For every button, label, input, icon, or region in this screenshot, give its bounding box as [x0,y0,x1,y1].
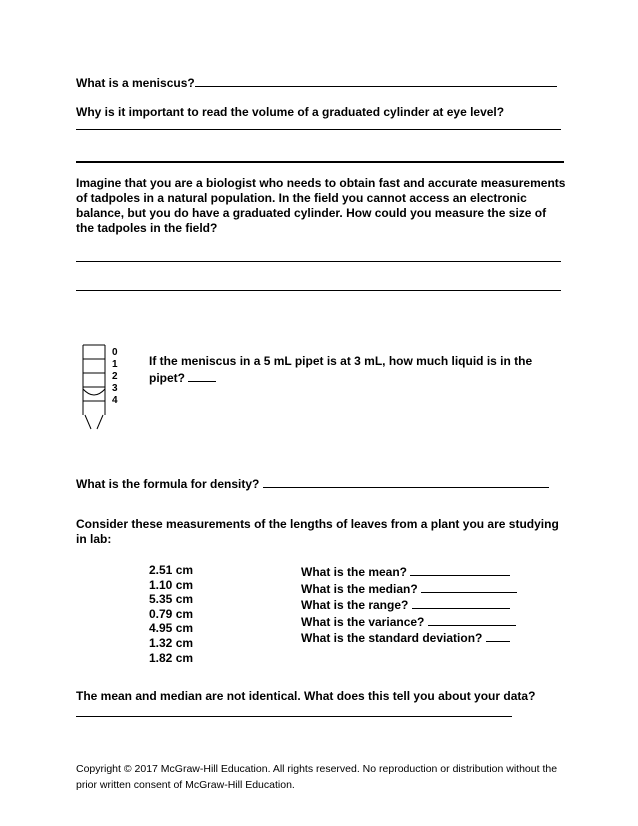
answer-blank-mean-median[interactable] [76,704,512,717]
pipet-scale [112,347,118,407]
question-density [76,475,549,492]
answer-line-eye-level-1[interactable] [76,129,561,130]
stats-question-range: What is the range? [301,596,517,613]
question-density-text: What is the formula for density? [76,477,260,491]
answer-blank-std-dev[interactable] [486,629,510,642]
measurement-item: 4.95 cm [149,621,194,636]
measurement-item: 2.51 cm [149,563,194,577]
measurement-list [149,563,193,665]
stats-questions [301,563,517,646]
measurement-item: 1.10 cm [149,577,194,592]
answer-line-eye-level-2[interactable] [76,161,564,163]
question-pipet [149,354,569,386]
question-mean-median [76,689,566,721]
answer-blank-pipet[interactable] [188,369,216,382]
pipet-scale-label: 4 [112,395,118,406]
measurement-item: 5.35 cm [149,592,194,607]
answer-blank-density[interactable] [263,475,549,488]
question-tadpoles-text: Imagine that you are a biologist who needs to obtain fast and accurate measurements of tadpoles in a natural population. In the field you cannot access an electronic balance, but you do have a graduated cylinder. How could you measure the size of the tadpoles in the field? [76,176,566,235]
question-pipet-text: If the meniscus in a 5 mL pipet is at 3 mL, how much liquid is in the pipet? [149,354,533,385]
pipet-scale-label: 0 [112,347,118,358]
answer-blank-variance[interactable] [428,613,516,626]
stats-question-mean: What is the mean? [301,563,517,580]
stats-question-std-dev: What is the standard deviation? [301,629,517,646]
pipet-scale-label: 2 [112,371,118,382]
question-leaves [76,517,566,547]
stats-question-median: What is the median? [301,580,517,597]
measurement-item: 1.32 cm [149,635,194,650]
pipet-meniscus [83,389,105,395]
answer-blank-meniscus[interactable] [195,74,557,87]
question-meniscus-text: What is a meniscus? [76,76,195,90]
answer-line-tadpoles-1[interactable] [76,261,561,262]
answer-line-tadpoles-2[interactable] [76,290,561,291]
pipet-scale-label: 3 [112,383,118,394]
question-tadpoles [76,176,566,236]
question-eye-level-text: Why is it important to read the volume of a graduated cylinder at eye level? [76,105,505,119]
question-leaves-text: Consider these measurements of the lengths of leaves from a plant you are studying in lab: [76,517,559,546]
copyright-footer: Copyright © 2017 McGraw-Hill Education. All rights reserved. No reproduction or distribution without the prior written consent of McGraw-Hill Education. [76,763,558,791]
question-mean-median-text: The mean and median are not identical. What does this tell you about your data? [76,689,536,703]
measurement-item: 1.82 cm [149,650,194,665]
question-eye-level [76,105,504,120]
pipet-diagram [79,343,111,433]
answer-blank-mean[interactable] [410,563,510,576]
pipet-tip-left [85,415,91,429]
question-meniscus [76,74,557,91]
pipet-scale-label: 1 [112,359,118,370]
answer-blank-median[interactable] [421,580,517,593]
answer-blank-range[interactable] [412,596,510,609]
measurement-item: 0.79 cm [149,606,194,621]
pipet-tip-right [97,415,103,429]
stats-question-variance: What is the variance? [301,613,517,630]
